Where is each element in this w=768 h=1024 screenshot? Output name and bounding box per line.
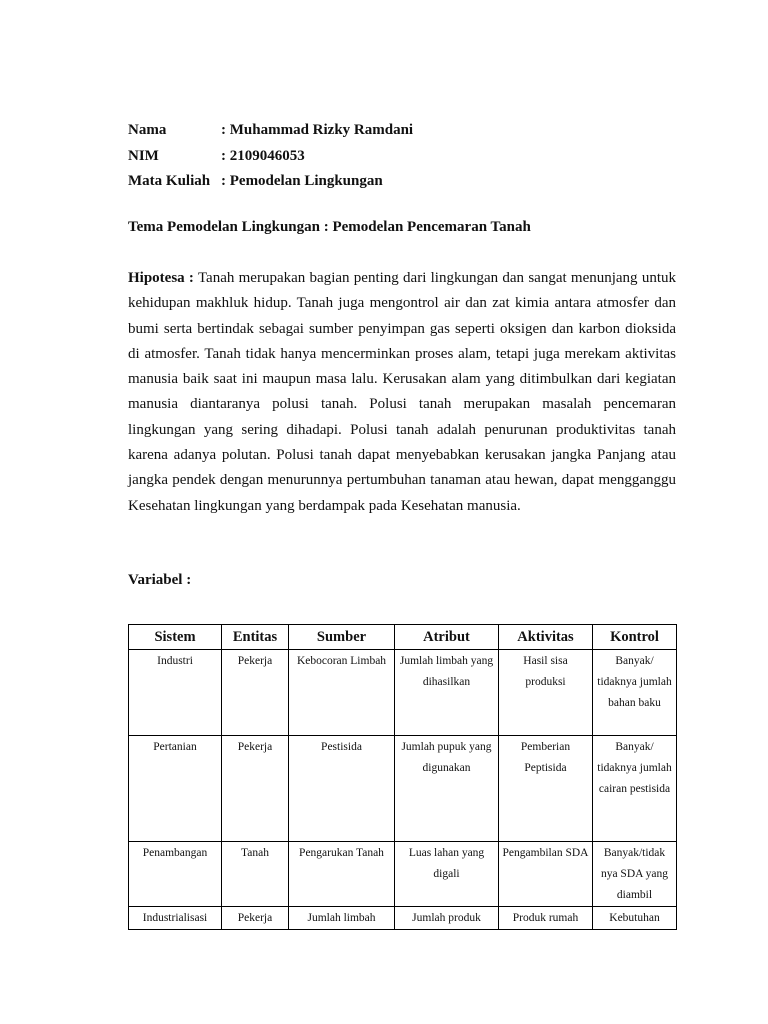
table-header-row	[129, 625, 677, 650]
table-cell: Pekerja	[222, 650, 289, 736]
student-info	[128, 118, 413, 195]
header-cell: Sumber	[289, 625, 395, 650]
table-cell: Pertanian	[129, 736, 222, 842]
table-cell: Jumlah limbah yang dihasilkan	[395, 650, 499, 736]
table-cell: Luas lahan yang digali	[395, 842, 499, 907]
table-cell: Pestisida	[289, 736, 395, 842]
table-cell: Jumlah produk	[395, 907, 499, 930]
header-cell: Atribut	[395, 625, 499, 650]
info-label: Mata Kuliah	[128, 173, 211, 190]
header-cell: Aktivitas	[499, 625, 593, 650]
table-cell: Jumlah limbah	[289, 907, 395, 930]
hypothesis-label: Hipotesa :	[128, 270, 194, 286]
table-cell: Banyak/ tidaknya jumlah cairan pestisida	[593, 736, 677, 842]
info-row-course	[128, 169, 413, 195]
variable-table	[128, 624, 677, 930]
table-cell: Kebocoran Limbah	[289, 650, 395, 736]
table-cell: Kebutuhan	[593, 907, 677, 930]
info-value: : Muhammad Rizky Ramdani	[221, 122, 414, 139]
table-cell: Industrialisasi	[129, 907, 222, 930]
table-row	[129, 736, 677, 842]
info-label: Nama	[128, 122, 167, 139]
info-row-name	[128, 118, 413, 144]
hypothesis-paragraph	[128, 266, 676, 519]
table-cell: Hasil sisa produksi	[499, 650, 593, 736]
table-row	[129, 907, 677, 930]
info-label: NIM	[128, 147, 159, 164]
theme-heading: Tema Pemodelan Lingkungan : Pemodelan Pencemaran Tanah	[128, 219, 531, 235]
table-cell: Pengarukan Tanah	[289, 842, 395, 907]
header-cell: Entitas	[222, 625, 289, 650]
header-cell: Sistem	[129, 625, 222, 650]
table-cell: Jumlah pupuk yang digunakan	[395, 736, 499, 842]
table-cell: Pekerja	[222, 907, 289, 930]
table-row	[129, 650, 677, 736]
table-cell: Produk rumah	[499, 907, 593, 930]
variable-heading: Variabel :	[128, 572, 192, 588]
table-cell: Pemberian Peptisida	[499, 736, 593, 842]
table-cell: Tanah	[222, 842, 289, 907]
info-value: : 2109046053	[221, 147, 305, 164]
table-cell: Pengambilan SDA	[499, 842, 593, 907]
table-cell: Penambangan	[129, 842, 222, 907]
table-cell: Industri	[129, 650, 222, 736]
table-cell: Pekerja	[222, 736, 289, 842]
table-cell: Banyak/tidak nya SDA yang diambil	[593, 842, 677, 907]
hypothesis-text: Tanah merupakan bagian penting dari lingkungan dan sangat menunjang untuk kehidupan makhluk hidup. Tanah juga mengontrol air dan zat kimia antara atmosfer dan bumi serta bertindak sebagai sumber penyimpan gas seperti oksigen dan karbon dioksida di atmosfer. Tanah tidak hanya mencerminkan proses alam, tetapi juga merekam aktivitas manusia baik saat ini maupun masa lalu. Kerusakan alam yang ditimbulkan dari kegiatan manusia diantaranya polusi tanah. Polusi tanah merupakan masalah pencemaran lingkungan yang sering dihadapi. Polusi tanah adalah penurunan produktivitas tanah karena adanya polutan. Polusi tanah dapat menyebabkan kerusakan jangka Panjang atau jangka pendek dengan menurunnya pertumbuhan tanaman atau hewan, dapat mengganggu Kesehatan lingkungan yang berdampak pada Kesehatan manusia.	[128, 270, 676, 514]
info-row-nim	[128, 144, 413, 170]
table-row	[129, 842, 677, 907]
table-cell: Banyak/ tidaknya jumlah bahan baku	[593, 650, 677, 736]
info-value: : Pemodelan Lingkungan	[221, 173, 383, 190]
header-cell: Kontrol	[593, 625, 677, 650]
